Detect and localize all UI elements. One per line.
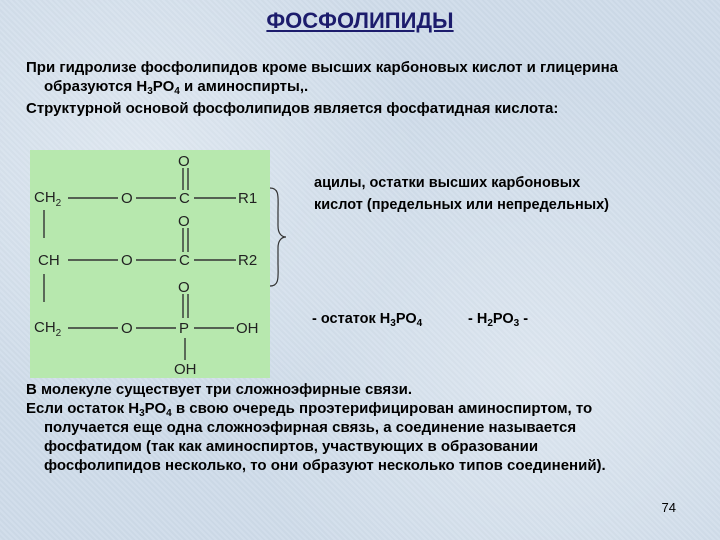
- structural-formula-diagram: [30, 150, 270, 378]
- phosphatidic-acid-formula: [30, 150, 270, 378]
- conclusion-line-3: получается еще одна сложноэфирная связь, а соединение называется: [44, 419, 577, 436]
- phosphate-residue-annotation: - остаток $Н_3РО_4$: [312, 311, 423, 329]
- atom-r2: R2: [238, 252, 258, 269]
- atom-ch-mid: CH: [38, 252, 60, 269]
- atom-oh-bottom: OH: [174, 361, 197, 378]
- conclusion-line-5: фосфолипидов несколько, то они образуют несколько типов соединений).: [44, 457, 606, 474]
- conclusion-line-1: В молекуле существует три сложноэфирные связи.: [26, 381, 413, 398]
- conclusion-paragraph: [26, 380, 706, 475]
- intro-paragraph: [26, 58, 706, 96]
- atom-o-ester-3: O: [121, 320, 133, 337]
- atom-o-ester-1: O: [121, 190, 133, 207]
- intro-line-2: образуются $Н_3РО_4$ и аминоспирты,.: [44, 78, 309, 97]
- formula-atoms: [34, 153, 259, 378]
- conclusion-line-2: Если остаток $Н_3РО_4$ в свою очередь проэтерифицирован аминоспиртом, то: [26, 400, 593, 419]
- atom-o-carbonyl-1: O: [178, 153, 190, 170]
- page-title: ФОСФОЛИПИДЫ: [266, 8, 454, 33]
- structure-statement: Структурной основой фосфолипидов является фосфатидная кислота:: [26, 100, 559, 117]
- atom-p: P: [179, 320, 190, 337]
- atom-o-ester-2: O: [121, 252, 133, 269]
- page-number: 74: [661, 500, 676, 515]
- formula-bonds: [44, 168, 236, 360]
- acyl-brace: [268, 186, 288, 288]
- atom-ch2-top: $CH_2$: [34, 189, 62, 209]
- acyl-annotation-line-2: кислот (предельных или непредельных): [314, 197, 610, 213]
- atom-oh-right: OH: [236, 320, 259, 337]
- phosphate-residue-formula: - $Н_2РО_3$ -: [468, 311, 529, 329]
- atom-ch2-bottom: $CH_2$: [34, 319, 62, 339]
- atom-o-phosphoryl: O: [178, 279, 190, 296]
- atom-r1: R1: [238, 190, 258, 207]
- atom-c-2: C: [179, 252, 190, 269]
- atom-o-carbonyl-2: O: [178, 213, 190, 230]
- conclusion-line-4: фосфатидом (так как аминоспиртов, участвующих в образовании: [44, 438, 539, 455]
- acyl-annotation: [314, 172, 674, 216]
- atom-c-1: C: [179, 190, 190, 207]
- acyl-annotation-line-1: ацилы, остатки высших карбоновых: [314, 175, 581, 191]
- intro-line-1: При гидролизе фосфолипидов кроме высших карбоновых кислот и глицерина: [26, 59, 618, 76]
